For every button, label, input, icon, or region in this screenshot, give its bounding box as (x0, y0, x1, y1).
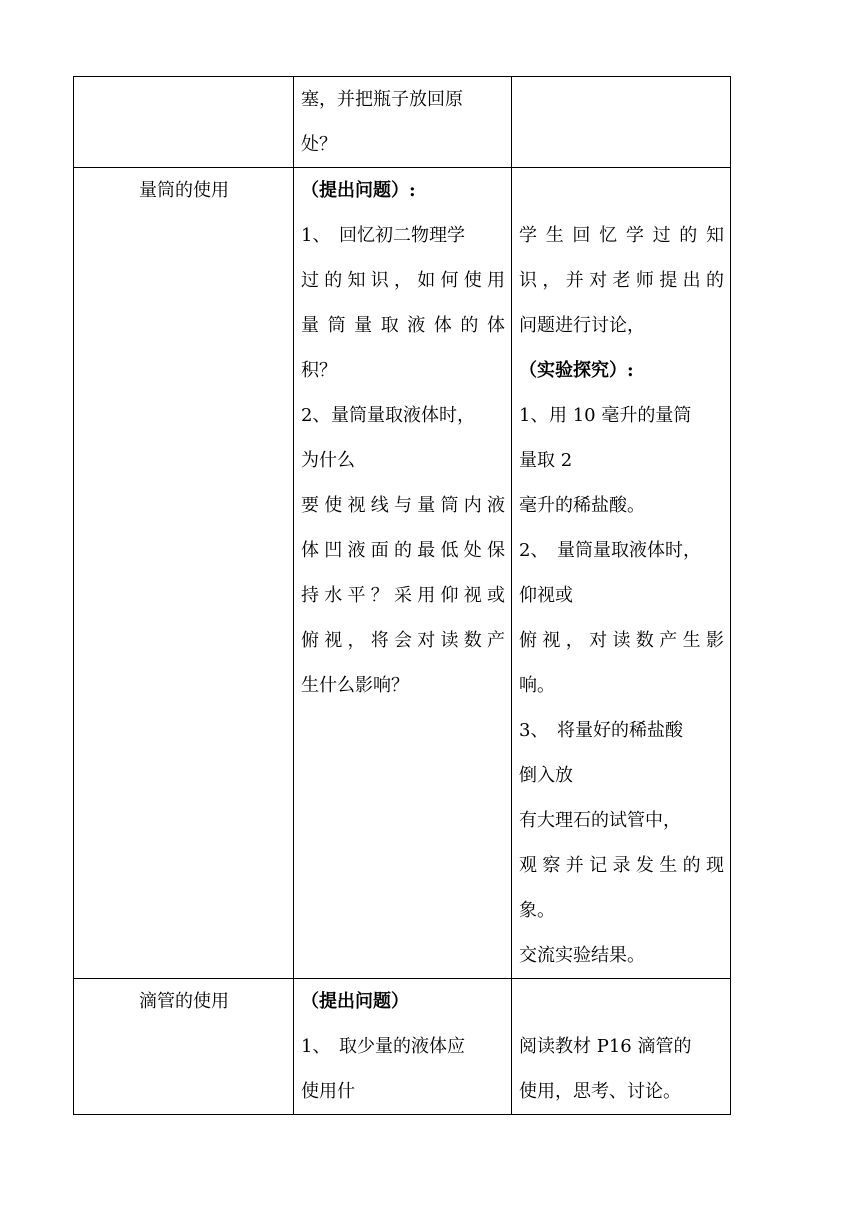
text-line: 使用，思考、讨论。 (519, 1081, 681, 1102)
text-line: 塞，并把瓶子放回原 (301, 89, 463, 110)
text-line: 为什么 (301, 450, 355, 471)
text-line: 使用什 (301, 1081, 355, 1102)
text-line: 将量好的稀盐酸 (557, 720, 683, 741)
text-line: 响。 (519, 675, 555, 696)
text-line: 积？ (301, 360, 337, 381)
item-number: 1、 (301, 225, 331, 246)
text-line: 过的知识，如何使用 (301, 270, 505, 291)
teacher-activity-cell (294, 168, 512, 979)
question-2 (301, 393, 505, 438)
text-line: 处？ (301, 134, 337, 155)
text-line: 生什么影响？ (301, 675, 409, 696)
step-2 (519, 528, 724, 573)
item-number: 1、 (301, 1036, 331, 1057)
item-number: 2、 (301, 405, 331, 426)
text-line: 学 生 回 忆 学 过 的 知 (519, 225, 724, 246)
text-line: 取少量的液体应 (339, 1036, 465, 1057)
text-line: 交流实验结果。 (519, 945, 645, 966)
item-number: 3、 (519, 720, 549, 741)
lesson-plan-table (73, 76, 731, 1115)
table-row (74, 979, 731, 1115)
text-line: 俯视，将会对读数产 (301, 630, 505, 651)
text-line: 有大理石的试管中， (519, 810, 681, 831)
section-heading: （提出问题）: (301, 180, 416, 201)
topic-cell-dropper: 滴管的使用 (74, 979, 294, 1115)
text-line: 量 筒 量 取 液 体 的 体 (301, 315, 505, 336)
text-line: 问题进行讨论， (519, 315, 645, 336)
question-1 (301, 1024, 505, 1069)
text-line: 倒入放 (519, 765, 573, 786)
text-line: 量取 2 (519, 450, 573, 471)
text-line: 象。 (519, 900, 555, 921)
text-line: 要使视线与量筒内液 (301, 495, 505, 516)
text-line: 回忆初二物理学 (339, 225, 465, 246)
section-heading: （实验探究）: (519, 360, 634, 381)
text-line: 量筒量取液体时， (331, 405, 475, 426)
step-3 (519, 708, 724, 753)
teacher-activity-cell (294, 77, 512, 168)
text-line: 观察并记录发生的现 (519, 855, 724, 876)
text-line: 持水平？采用仰视或 (301, 585, 505, 606)
text-line: 阅读教材 P16 滴管的 (519, 1036, 692, 1057)
text-line: 用 10 毫升的量筒 (549, 405, 692, 426)
text-line: 识，并对老师提出的 (519, 270, 724, 291)
text-line: 毫升的稀盐酸。 (519, 495, 645, 516)
topic-cell-empty (74, 77, 294, 168)
step-1 (519, 393, 724, 438)
text-line: 量筒量取液体时， (557, 540, 701, 561)
teacher-activity-cell (294, 979, 512, 1115)
item-number: 2、 (519, 540, 549, 561)
text-line: 俯视，对读数产生影 (519, 630, 724, 651)
student-activity-cell (512, 77, 731, 168)
text-line: 仰视或 (519, 585, 573, 606)
table-row (74, 77, 731, 168)
blank-line (519, 979, 724, 1024)
item-number: 1、 (519, 405, 549, 426)
student-activity-cell (512, 979, 731, 1115)
blank-line (519, 168, 724, 213)
table-row (74, 168, 731, 979)
student-activity-cell (512, 168, 731, 979)
text-line: 体凹液面的最低处保 (301, 540, 505, 561)
section-heading: （提出问题） (301, 991, 409, 1012)
question-1 (301, 213, 505, 258)
topic-cell-graduated-cylinder: 量筒的使用 (74, 168, 294, 979)
